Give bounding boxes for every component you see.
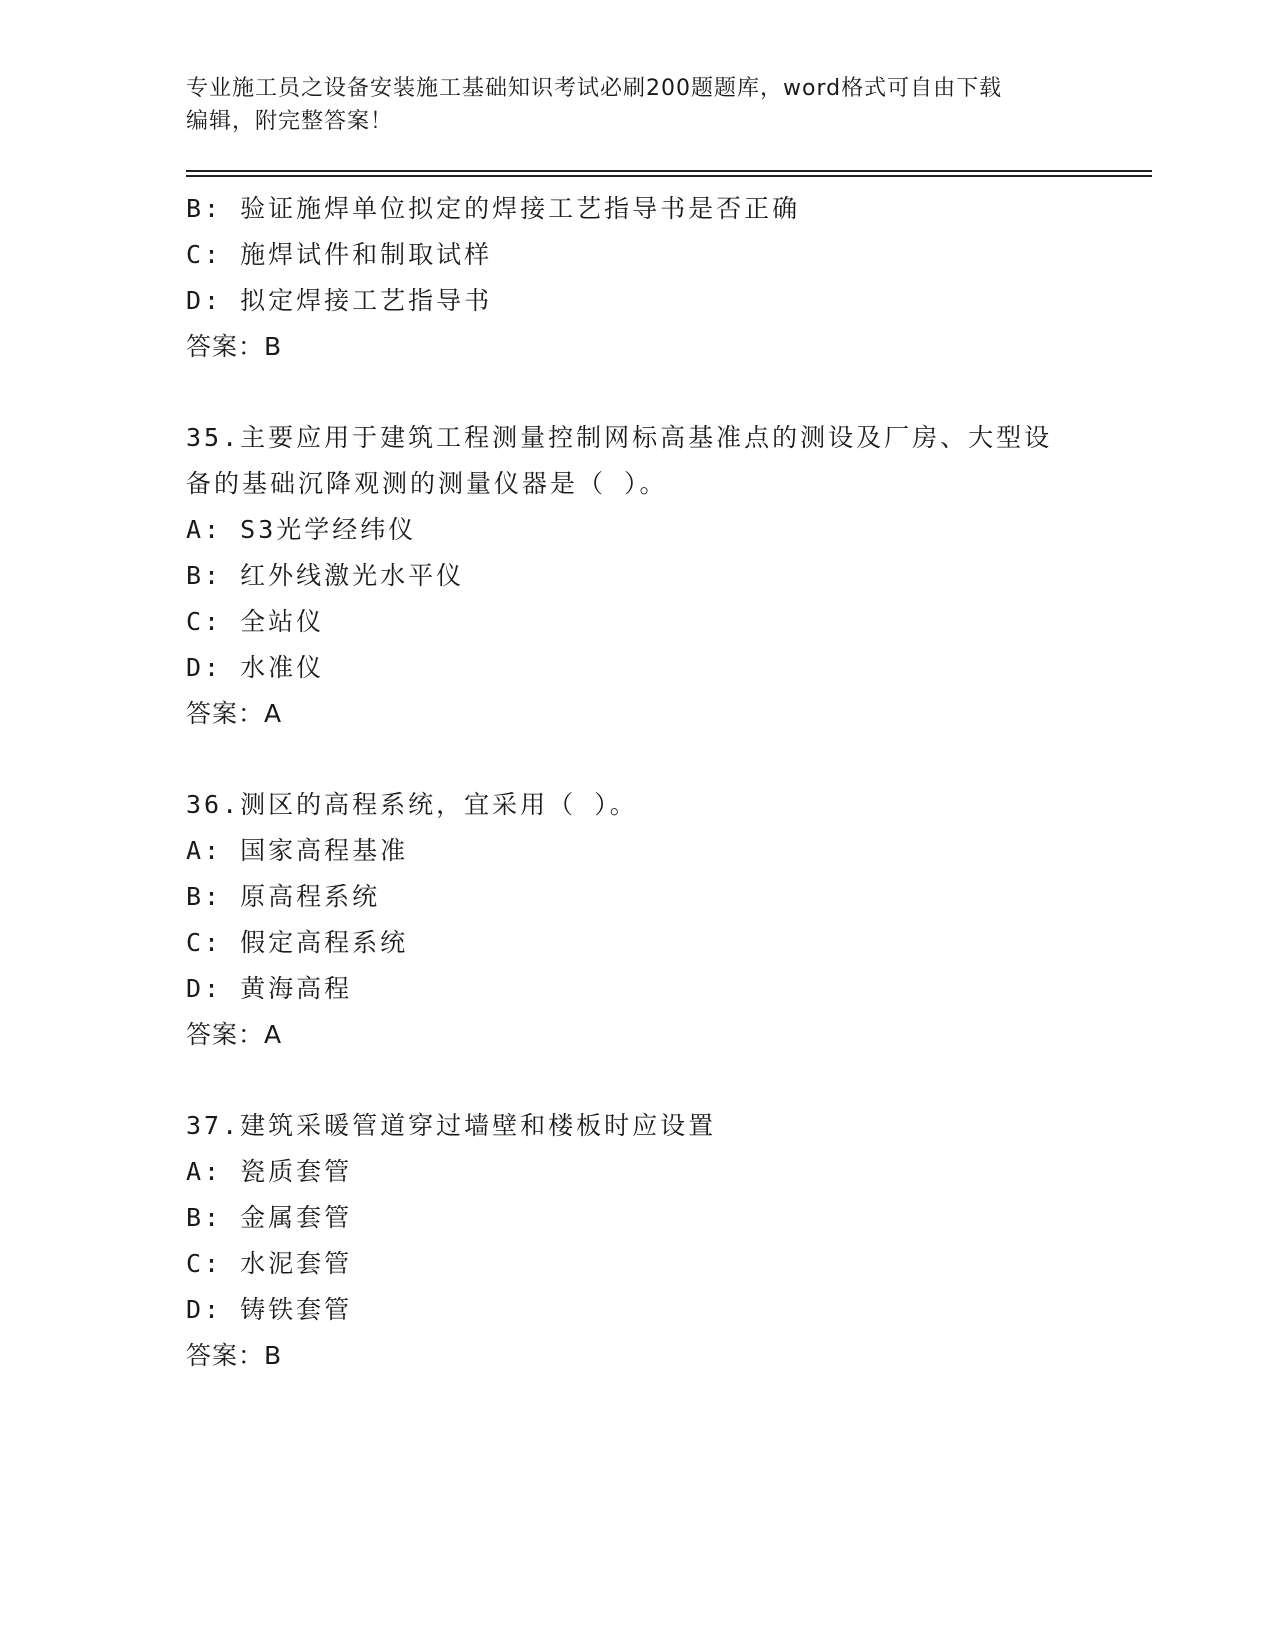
- question-block-37: [186, 1103, 1086, 1379]
- option-b: B: 原高程系统: [186, 882, 381, 911]
- option-c: C: 施焊试件和制取试样: [186, 240, 493, 269]
- question-text-line-1: 36.测区的高程系统，宜采用（ ）。: [186, 790, 638, 819]
- answer-line: 答案：B: [186, 332, 283, 361]
- answer-line: 答案：A: [186, 1020, 283, 1049]
- question-content: [186, 186, 1086, 1379]
- option-b: B: 验证施焊单位拟定的焊接工艺指导书是否正确: [186, 194, 801, 223]
- spacer: [186, 737, 1086, 782]
- question-text-line-1: 37.建筑采暖管道穿过墙壁和楼板时应设置: [186, 1111, 717, 1140]
- answer-line: 答案：B: [186, 1341, 283, 1370]
- option-a: A: S3光学经纬仪: [186, 515, 417, 544]
- option-d: D: 水准仪: [186, 653, 325, 682]
- header-rule-bottom: [186, 175, 1152, 177]
- option-c: C: 全站仪: [186, 607, 325, 636]
- question-text-line-2: 备的基础沉降观测的测量仪器是（ ）。: [186, 469, 668, 498]
- spacer: [186, 1058, 1086, 1103]
- question-block-35: [186, 415, 1086, 737]
- option-d: D: 铸铁套管: [186, 1295, 353, 1324]
- answer-line: 答案：A: [186, 699, 283, 728]
- question-text-line-1: 35.主要应用于建筑工程测量控制网标高基准点的测设及厂房、大型设: [186, 423, 1053, 452]
- option-c: C: 水泥套管: [186, 1249, 353, 1278]
- question-block-continued: [186, 186, 1086, 370]
- header-title-line-2: 编辑，附完整答案！: [186, 109, 394, 134]
- header-title-line-1: 专业施工员之设备安装施工基础知识考试必刷200题题库，word格式可自由下载: [186, 76, 1003, 101]
- option-a: A: 国家高程基准: [186, 836, 409, 865]
- option-a: A: 瓷质套管: [186, 1157, 353, 1186]
- spacer: [186, 370, 1086, 415]
- header-rule-top: [186, 170, 1152, 172]
- option-b: B: 红外线激光水平仪: [186, 561, 465, 590]
- option-d: D: 拟定焊接工艺指导书: [186, 286, 493, 315]
- document-header: [186, 72, 1086, 138]
- question-block-36: [186, 782, 1086, 1058]
- option-d: D: 黄海高程: [186, 974, 353, 1003]
- option-b: B: 金属套管: [186, 1203, 353, 1232]
- option-c: C: 假定高程系统: [186, 928, 409, 957]
